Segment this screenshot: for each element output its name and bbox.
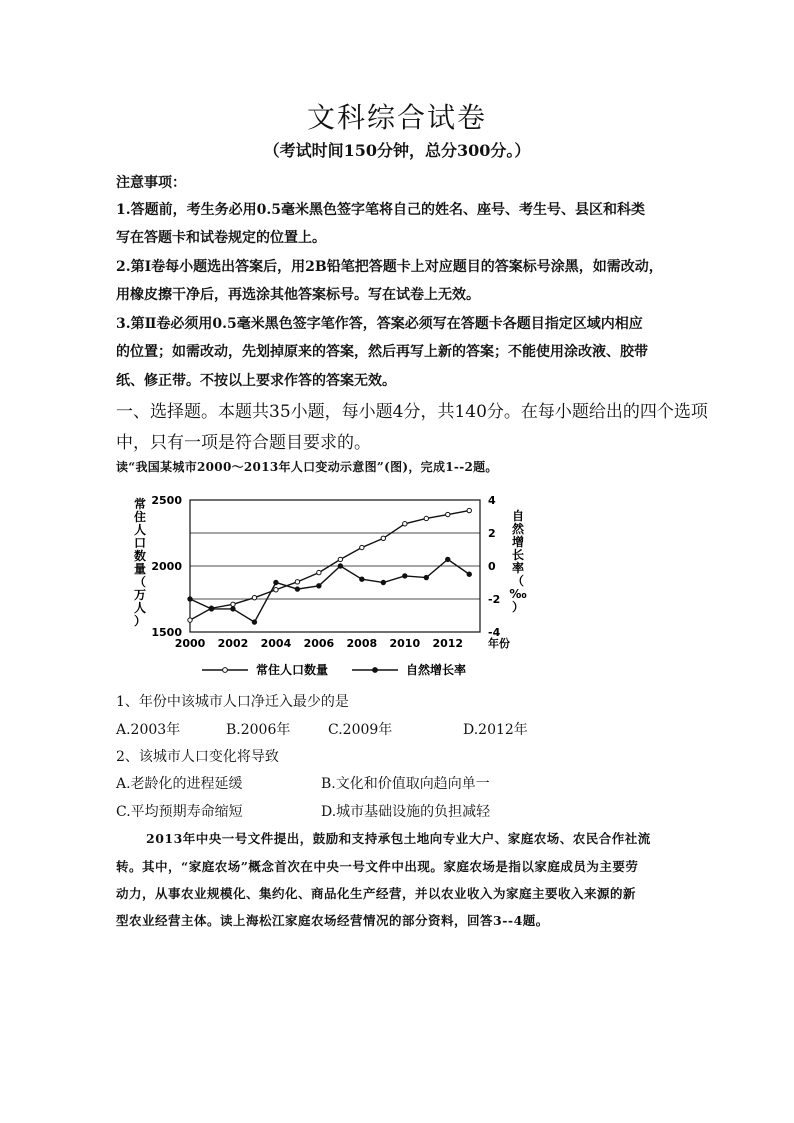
legend-label: 常住人口数量 <box>256 663 329 677</box>
series-point-1 <box>467 508 471 512</box>
left-tick-label: 2500 <box>151 494 182 507</box>
series-point-2 <box>295 587 299 591</box>
population-chart <box>120 480 540 690</box>
x-tick-label: 2006 <box>303 637 335 650</box>
series-point-2 <box>209 607 213 611</box>
notes-heading: 注意事项： <box>116 175 186 191</box>
chart-intro: 读“我国某城市2000～2013年人口变动示意图”(图)，完成1--2题。 <box>116 460 498 474</box>
section-heading-line: 一、选择题。本题共35小题，每小题4分，共140分。在每小题给出的四个选项 <box>116 402 708 422</box>
series-point-2 <box>231 607 235 611</box>
legend-swatch-marker <box>223 668 228 673</box>
q2-option-c[interactable]: C.平均预期寿命缩短 <box>116 804 243 820</box>
question-1-stem: 1、年份中该城市人口净迁入最少的是 <box>116 694 349 710</box>
series-point-2 <box>381 580 385 584</box>
passage-line: 2013年中央一号文件提出，鼓励和支持承包土地向专业大户、家庭农场、农民合作社流 <box>146 831 651 846</box>
series-point-1 <box>295 580 299 584</box>
q2-option-b[interactable]: B.文化和价值取向趋向单一 <box>321 776 490 792</box>
q1-option-a[interactable]: A.2003年 <box>116 722 181 738</box>
series-point-1 <box>317 570 321 574</box>
series-point-2 <box>338 564 342 568</box>
x-tick-label: 2000 <box>174 637 206 650</box>
section-heading-line: 中，只有一项是符合题目要求的。 <box>116 433 371 453</box>
legend-swatch-marker <box>373 668 378 673</box>
passage-line: 型农业经营主体。读上海松江家庭农场经营情况的部分资料，回答3--4题。 <box>116 913 549 928</box>
q2-option-d[interactable]: D.城市基础设施的负担减轻 <box>321 804 491 820</box>
note-line: 2.第Ⅰ卷每小题选出答案后，用2B铅笔把答题卡上对应题目的答案标号涂黑，如需改动， <box>116 259 663 275</box>
right-tick-label: -4 <box>488 626 501 639</box>
x-tick-label: 2004 <box>260 637 292 650</box>
x-tick-label: 2002 <box>217 637 249 650</box>
series-point-1 <box>252 595 256 599</box>
x-tick-label: 2012 <box>432 637 464 650</box>
series-point-2 <box>424 575 428 579</box>
series-point-2 <box>446 557 450 561</box>
right-tick-label: -2 <box>488 593 501 606</box>
left-axis-label: 常住人口数量（万人） <box>133 497 147 628</box>
passage-line: 动力，从事农业规模化、集约化、商品化生产经营，并以农业收入为家庭主要收入来源的新 <box>116 886 637 901</box>
series-point-2 <box>274 580 278 584</box>
note-line: 3.第Ⅱ卷必须用0.5毫米黑色签字笔作答，答案必须写在答题卡各题目指定区域内相应 <box>116 316 643 332</box>
question-2-stem: 2、该城市人口变化将导致 <box>116 749 279 765</box>
exam-subtitle: （考试时间150分钟，总分300分。） <box>263 141 531 160</box>
series-point-1 <box>338 557 342 561</box>
series-point-1 <box>274 588 278 592</box>
passage-line: 转。其中，“家庭农场”概念首次在中央一号文件中出现。家庭农场是指以家庭成员为主要劳 <box>116 859 639 874</box>
note-line: 1.答题前，考生务必用0.5毫米黑色签字笔将自己的姓名、座号、考生号、县区和科类 <box>116 202 645 218</box>
note-line: 的位置；如需改动，先划掉原来的答案，然后再写上新的答案；不能使用涂改液、胶带 <box>116 344 648 360</box>
right-tick-label: 0 <box>488 560 496 573</box>
x-tick-label: 2010 <box>389 637 421 650</box>
series-point-1 <box>381 536 385 540</box>
series-point-1 <box>231 602 235 606</box>
series-point-1 <box>360 545 364 549</box>
note-line: 纸、修正带。不按以上要求作答的答案无效。 <box>116 373 396 389</box>
x-axis-label: 年份 <box>488 637 510 650</box>
series-point-2 <box>360 577 364 581</box>
series-point-2 <box>403 574 407 578</box>
q1-option-c[interactable]: C.2009年 <box>328 722 393 738</box>
series-point-1 <box>188 618 192 622</box>
series-point-2 <box>467 572 471 576</box>
left-tick-label: 2000 <box>151 560 182 573</box>
series-point-1 <box>424 516 428 520</box>
series-point-2 <box>188 597 192 601</box>
legend-label: 自然增长率 <box>406 663 467 677</box>
right-axis-label: 自然增长率（‰） <box>509 509 527 614</box>
right-tick-label: 4 <box>488 494 496 507</box>
page-title: 文科综合试卷 <box>306 101 487 134</box>
series-point-2 <box>252 620 256 624</box>
left-tick-label: 1500 <box>151 626 182 639</box>
q1-option-d[interactable]: D.2012年 <box>463 722 528 738</box>
series-point-1 <box>403 522 407 526</box>
q1-option-b[interactable]: B.2006年 <box>226 722 291 738</box>
note-line: 用橡皮擦干净后，再选涂其他答案标号。写在试卷上无效。 <box>116 287 480 303</box>
series-line-2 <box>190 559 469 622</box>
x-tick-label: 2008 <box>346 637 378 650</box>
series-point-1 <box>446 512 450 516</box>
right-tick-label: 2 <box>488 527 496 540</box>
series-point-2 <box>317 584 321 588</box>
q2-option-a[interactable]: A.老龄化的进程延缓 <box>116 776 243 792</box>
note-line: 写在答题卡和试卷规定的位置上。 <box>116 230 326 246</box>
